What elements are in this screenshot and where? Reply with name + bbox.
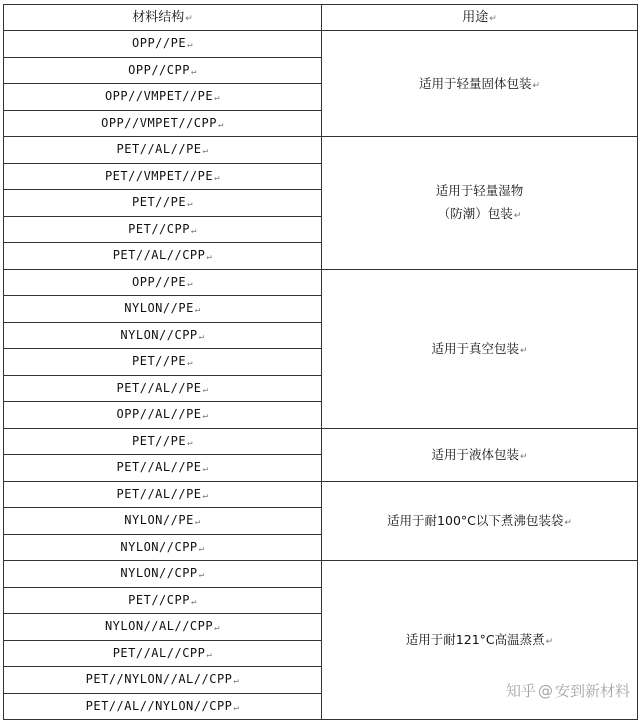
material-cell: PET//AL//NYLON//CPP↵ — [4, 693, 322, 720]
material-cell: PET//PE↵ — [4, 428, 322, 455]
material-cell: PET//AL//PE↵ — [4, 455, 322, 482]
material-cell: NYLON//CPP↵ — [4, 561, 322, 588]
material-cell: PET//PE↵ — [4, 190, 322, 217]
material-cell: PET//CPP↵ — [4, 216, 322, 243]
material-cell: PET//VMPET//PE↵ — [4, 163, 322, 190]
header-usage: 用途↵ — [322, 5, 638, 31]
header-material: 材料结构↵ — [4, 5, 322, 31]
material-cell: PET//AL//CPP↵ — [4, 640, 322, 667]
material-cell: OPP//CPP↵ — [4, 57, 322, 84]
material-cell: NYLON//AL//CPP↵ — [4, 614, 322, 641]
material-cell: PET//CPP↵ — [4, 587, 322, 614]
material-cell: OPP//VMPET//CPP↵ — [4, 110, 322, 137]
usage-cell: 适用于耐100°C以下煮沸包装袋↵ — [322, 481, 638, 561]
material-cell: PET//AL//CPP↵ — [4, 243, 322, 270]
material-cell: PET//PE↵ — [4, 349, 322, 376]
at-icon: @ — [537, 682, 553, 700]
table-row — [4, 31, 638, 58]
material-cell: NYLON//CPP↵ — [4, 322, 322, 349]
usage-cell: 适用于耐121°C高温蒸煮↵ — [322, 561, 638, 720]
material-cell: PET//NYLON//AL//CPP↵ — [4, 667, 322, 694]
material-cell: NYLON//PE↵ — [4, 296, 322, 323]
material-cell: OPP//VMPET//PE↵ — [4, 84, 322, 111]
material-cell: OPP//PE↵ — [4, 31, 322, 58]
material-usage-table — [3, 4, 638, 720]
material-cell: NYLON//PE↵ — [4, 508, 322, 535]
usage-cell: 适用于轻量湿物 （防潮）包装↵ — [322, 137, 638, 270]
table-row — [4, 137, 638, 164]
table-row — [4, 481, 638, 508]
watermark-author: 安到新材料 — [554, 682, 630, 700]
material-cell: OPP//AL//PE↵ — [4, 402, 322, 429]
table-row — [4, 269, 638, 296]
material-cell: PET//AL//PE↵ — [4, 375, 322, 402]
usage-cell: 适用于真空包装↵ — [322, 269, 638, 428]
material-cell: NYLON//CPP↵ — [4, 534, 322, 561]
table-row — [4, 561, 638, 588]
table-row — [4, 428, 638, 455]
material-cell: OPP//PE↵ — [4, 269, 322, 296]
watermark — [506, 680, 630, 701]
table-header-row — [4, 5, 638, 31]
usage-cell: 适用于轻量固体包装↵ — [322, 31, 638, 137]
usage-cell: 适用于液体包装↵ — [322, 428, 638, 481]
watermark-brand: 知乎 — [505, 682, 536, 700]
material-cell: PET//AL//PE↵ — [4, 481, 322, 508]
material-cell: PET//AL//PE↵ — [4, 137, 322, 164]
